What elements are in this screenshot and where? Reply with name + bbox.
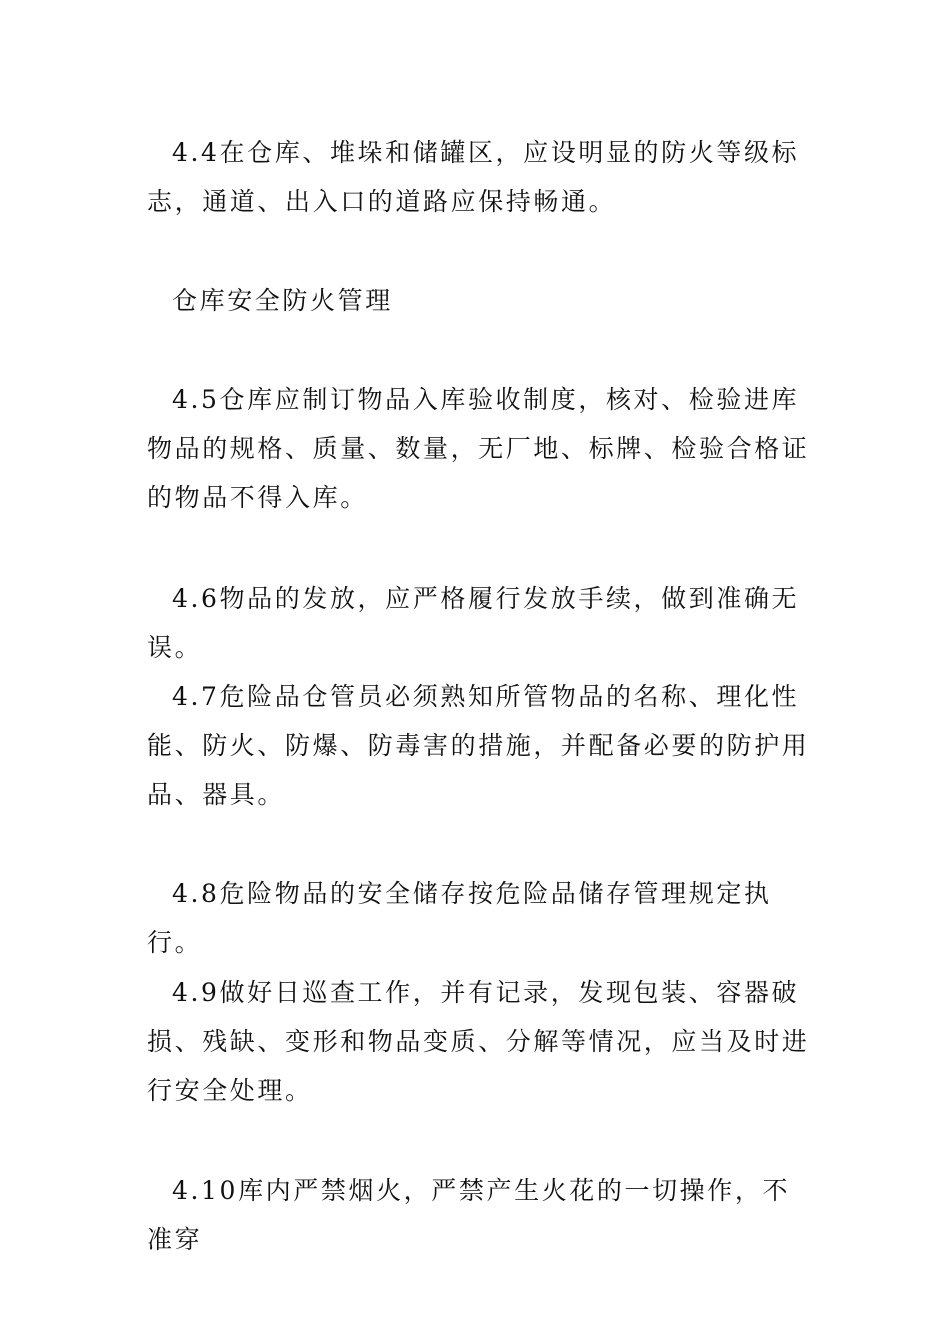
section-heading: 仓库安全防火管理	[172, 286, 393, 315]
paragraph-4-5: 4.5仓库应制订物品入库验收制度，核对、检验进库物品的规格、质量、数量，无厂地、标牌、检验合格证的物品不得入库。	[147, 385, 810, 512]
paragraph-4-7: 4.7危险品仓管员必须熟知所管物品的名称、理化性能、防火、防爆、防毒害的措施，并配备必要的防护用品、器具。	[147, 682, 810, 809]
paragraph-4-9: 4.9做好日巡查工作，并有记录，发现包装、容器破损、残缺、变形和物品变质、分解等情况，应当及时进行安全处理。	[147, 978, 810, 1105]
paragraph-4-6: 4.6物品的发放，应严格履行发放手续，做到准确无误。	[147, 584, 800, 662]
paragraph-4-8: 4.8危险物品的安全储存按危险品储存管理规定执行。	[147, 879, 772, 957]
paragraph-4-4: 4.4在仓库、堆垛和储罐区，应设明显的防火等级标志，通道、出入口的道路应保持畅通。	[147, 138, 800, 216]
paragraph-4-10: 4.10库内严禁烟火，严禁产生火花的一切操作，不准穿	[147, 1176, 791, 1254]
